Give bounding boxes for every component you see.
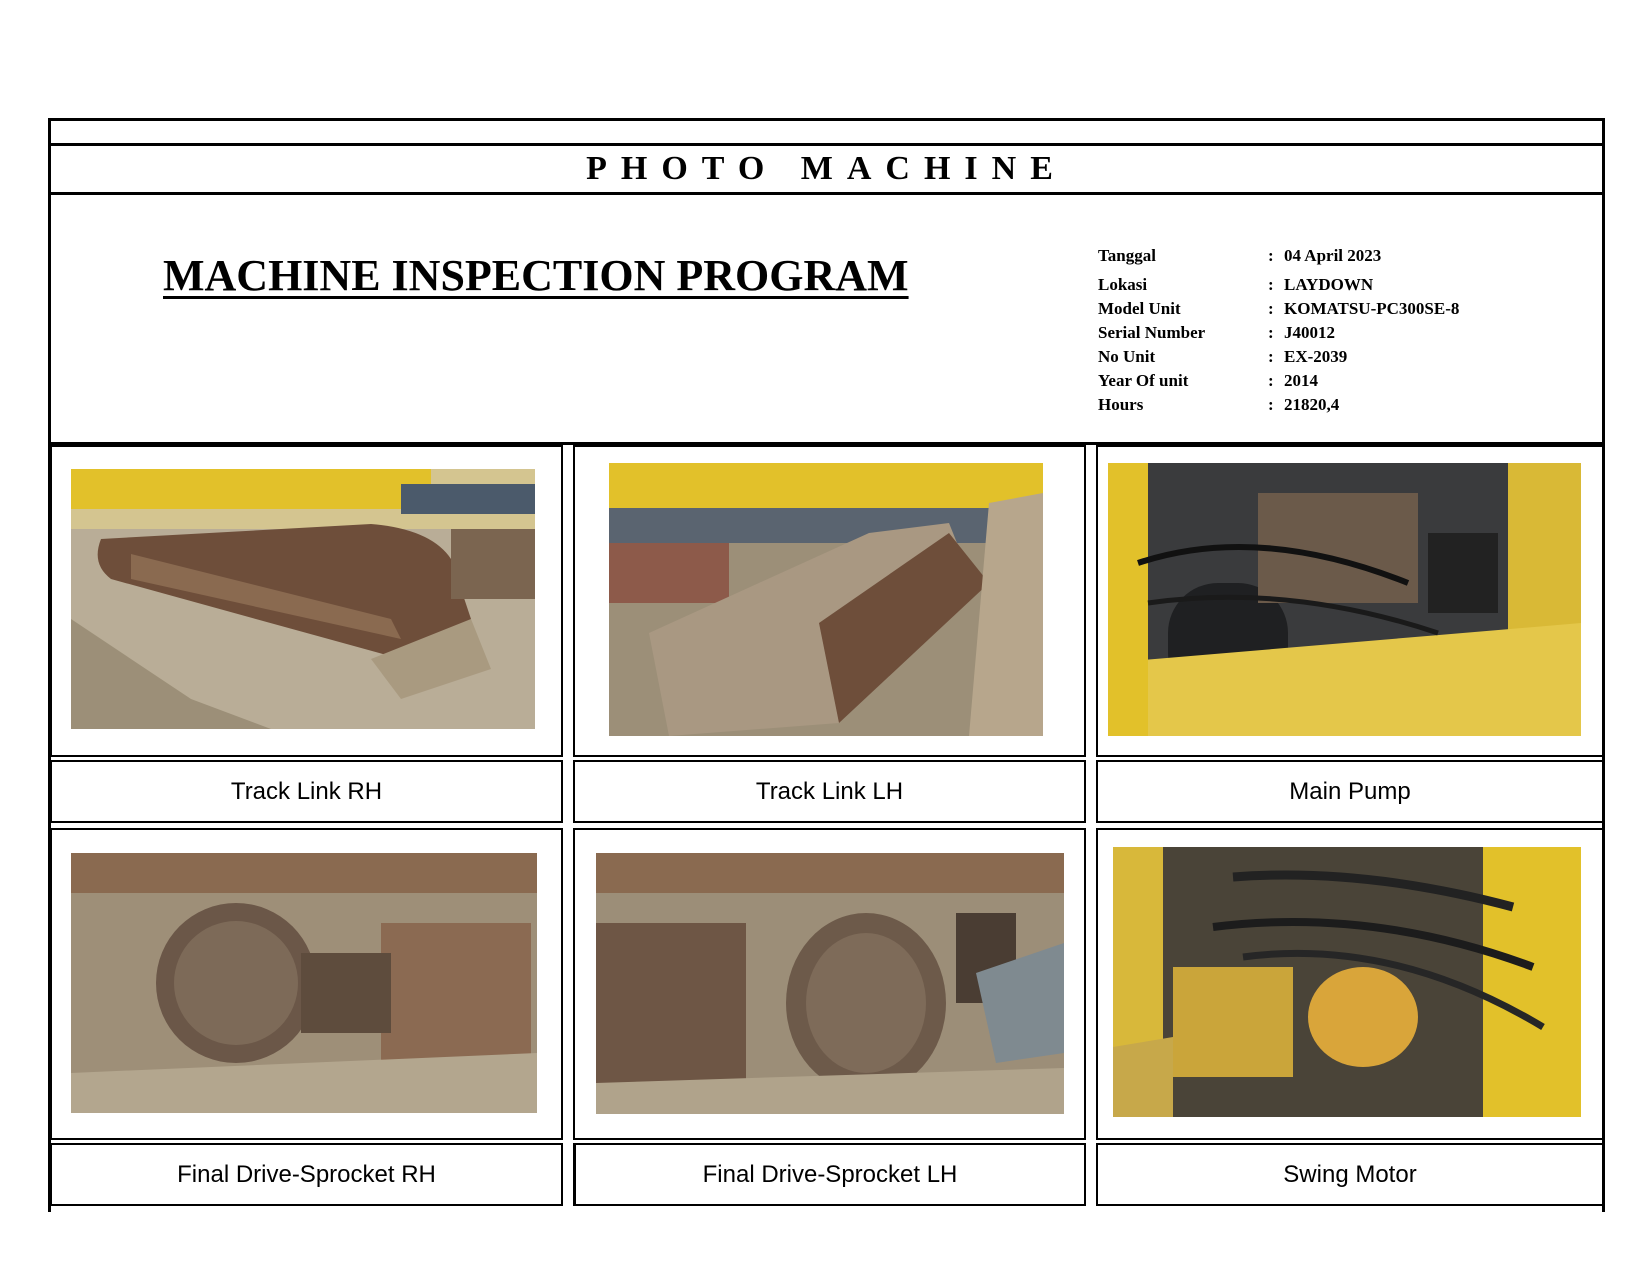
info-colon: : <box>1268 347 1274 366</box>
info-colon: : <box>1268 299 1274 318</box>
info-label: Hours <box>1098 395 1144 414</box>
info-colon: : <box>1268 275 1274 294</box>
swing-motor-photo <box>1113 847 1581 1117</box>
info-label: No Unit <box>1098 347 1156 366</box>
track-link-photo <box>609 463 1043 736</box>
info-label: Serial Number <box>1098 323 1206 342</box>
info-label: Tanggal <box>1098 246 1156 265</box>
hydraulic-pump-photo <box>1108 463 1581 736</box>
info-colon: : <box>1268 371 1274 390</box>
info-value: EX-2039 <box>1284 347 1348 366</box>
photo-caption: Track Link LH <box>573 760 1086 823</box>
info-value: KOMATSU-PC300SE-8 <box>1284 299 1460 318</box>
photo-caption: Final Drive-Sprocket RH <box>50 1143 563 1206</box>
top-border <box>48 118 1605 121</box>
photo-caption: Swing Motor <box>1096 1143 1604 1206</box>
page-title: MACHINE INSPECTION PROGRAM <box>163 251 909 300</box>
info-label: Lokasi <box>1098 275 1148 294</box>
info-colon: : <box>1268 323 1274 342</box>
info-colon: : <box>1268 395 1274 414</box>
info-label: Model Unit <box>1098 299 1181 318</box>
info-value: LAYDOWN <box>1284 275 1374 294</box>
sprocket-photo <box>596 853 1064 1114</box>
info-label: Year Of unit <box>1098 371 1189 390</box>
document-band-title: PHOTO MACHINE <box>586 150 1067 187</box>
photo-caption: Final Drive-Sprocket LH <box>573 1143 1086 1206</box>
sprocket-photo <box>71 853 537 1113</box>
photo-caption: Track Link RH <box>50 760 563 823</box>
info-value: J40012 <box>1284 323 1335 342</box>
info-value: 21820,4 <box>1284 395 1340 414</box>
info-value: 2014 <box>1284 371 1318 390</box>
track-link-photo <box>71 469 535 729</box>
info-colon: : <box>1268 246 1274 265</box>
photo-caption: Main Pump <box>1096 760 1604 823</box>
info-value: 04 April 2023 <box>1284 246 1382 265</box>
